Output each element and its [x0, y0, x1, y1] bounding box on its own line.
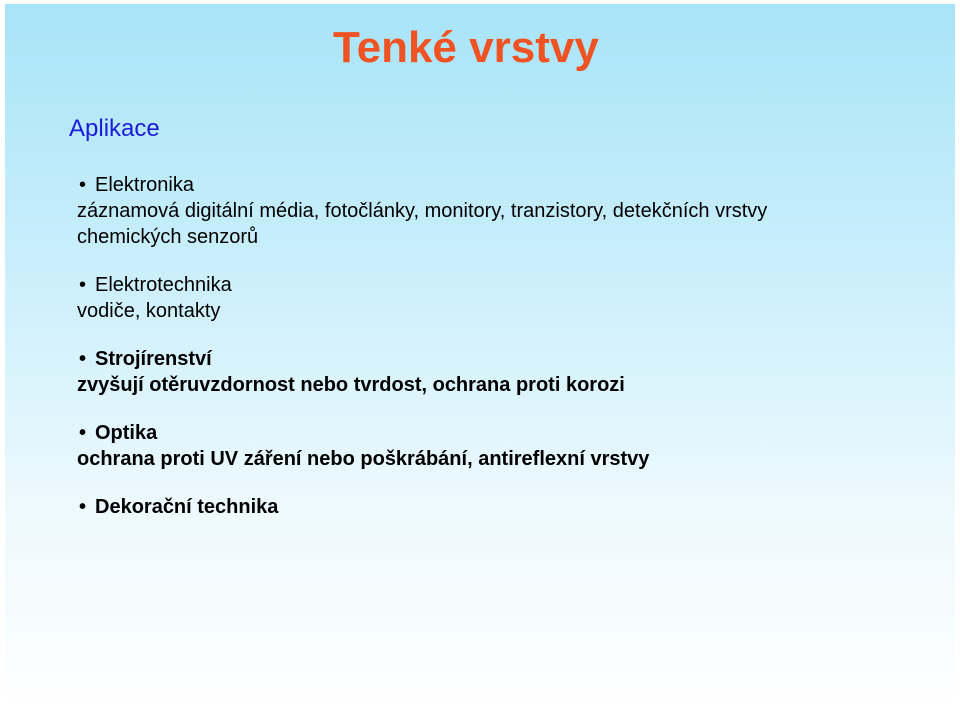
list-item-elektrotechnika	[77, 272, 767, 324]
list-item-description: zvyšují otěruvzdornost nebo tvrdost, ochrana proti korozi	[77, 374, 625, 396]
slide-subtitle: Aplikace	[69, 115, 160, 142]
slide-title: Tenké vrstvy	[333, 23, 599, 72]
bullet-icon: •	[79, 422, 87, 444]
list-item-description: ochrana proti UV záření nebo poškrábání, antireflexní vrstvy	[77, 448, 650, 470]
list-item-title-text: Strojírenství	[95, 348, 212, 370]
list-item-title	[77, 272, 767, 298]
list-item-title-text: Elektronika	[95, 174, 194, 196]
list-item-title	[77, 172, 767, 198]
list-item-title	[77, 420, 767, 446]
slide	[5, 4, 955, 712]
bullet-icon: •	[79, 496, 87, 518]
list-item-dekoracni-technika	[77, 494, 767, 520]
list-item-title	[77, 346, 767, 372]
list-item-title-text: Elektrotechnika	[95, 274, 232, 296]
list-item-description: záznamová digitální média, fotočlánky, monitory, tranzistory, detekčních vrstvy	[77, 200, 768, 222]
list-item-strojirenstvi	[77, 346, 767, 398]
bullet-icon: •	[79, 274, 87, 296]
application-list	[77, 172, 767, 542]
list-item-title-text: Dekorační technika	[95, 496, 279, 518]
list-item-title	[77, 494, 767, 520]
list-item-elektronika	[77, 172, 767, 250]
list-item-optika	[77, 420, 767, 472]
bullet-icon: •	[79, 348, 87, 370]
bullet-icon: •	[79, 174, 87, 196]
list-item-title-text: Optika	[95, 422, 158, 444]
list-item-description: chemických senzorů	[77, 226, 259, 248]
list-item-description: vodiče, kontakty	[77, 300, 221, 322]
